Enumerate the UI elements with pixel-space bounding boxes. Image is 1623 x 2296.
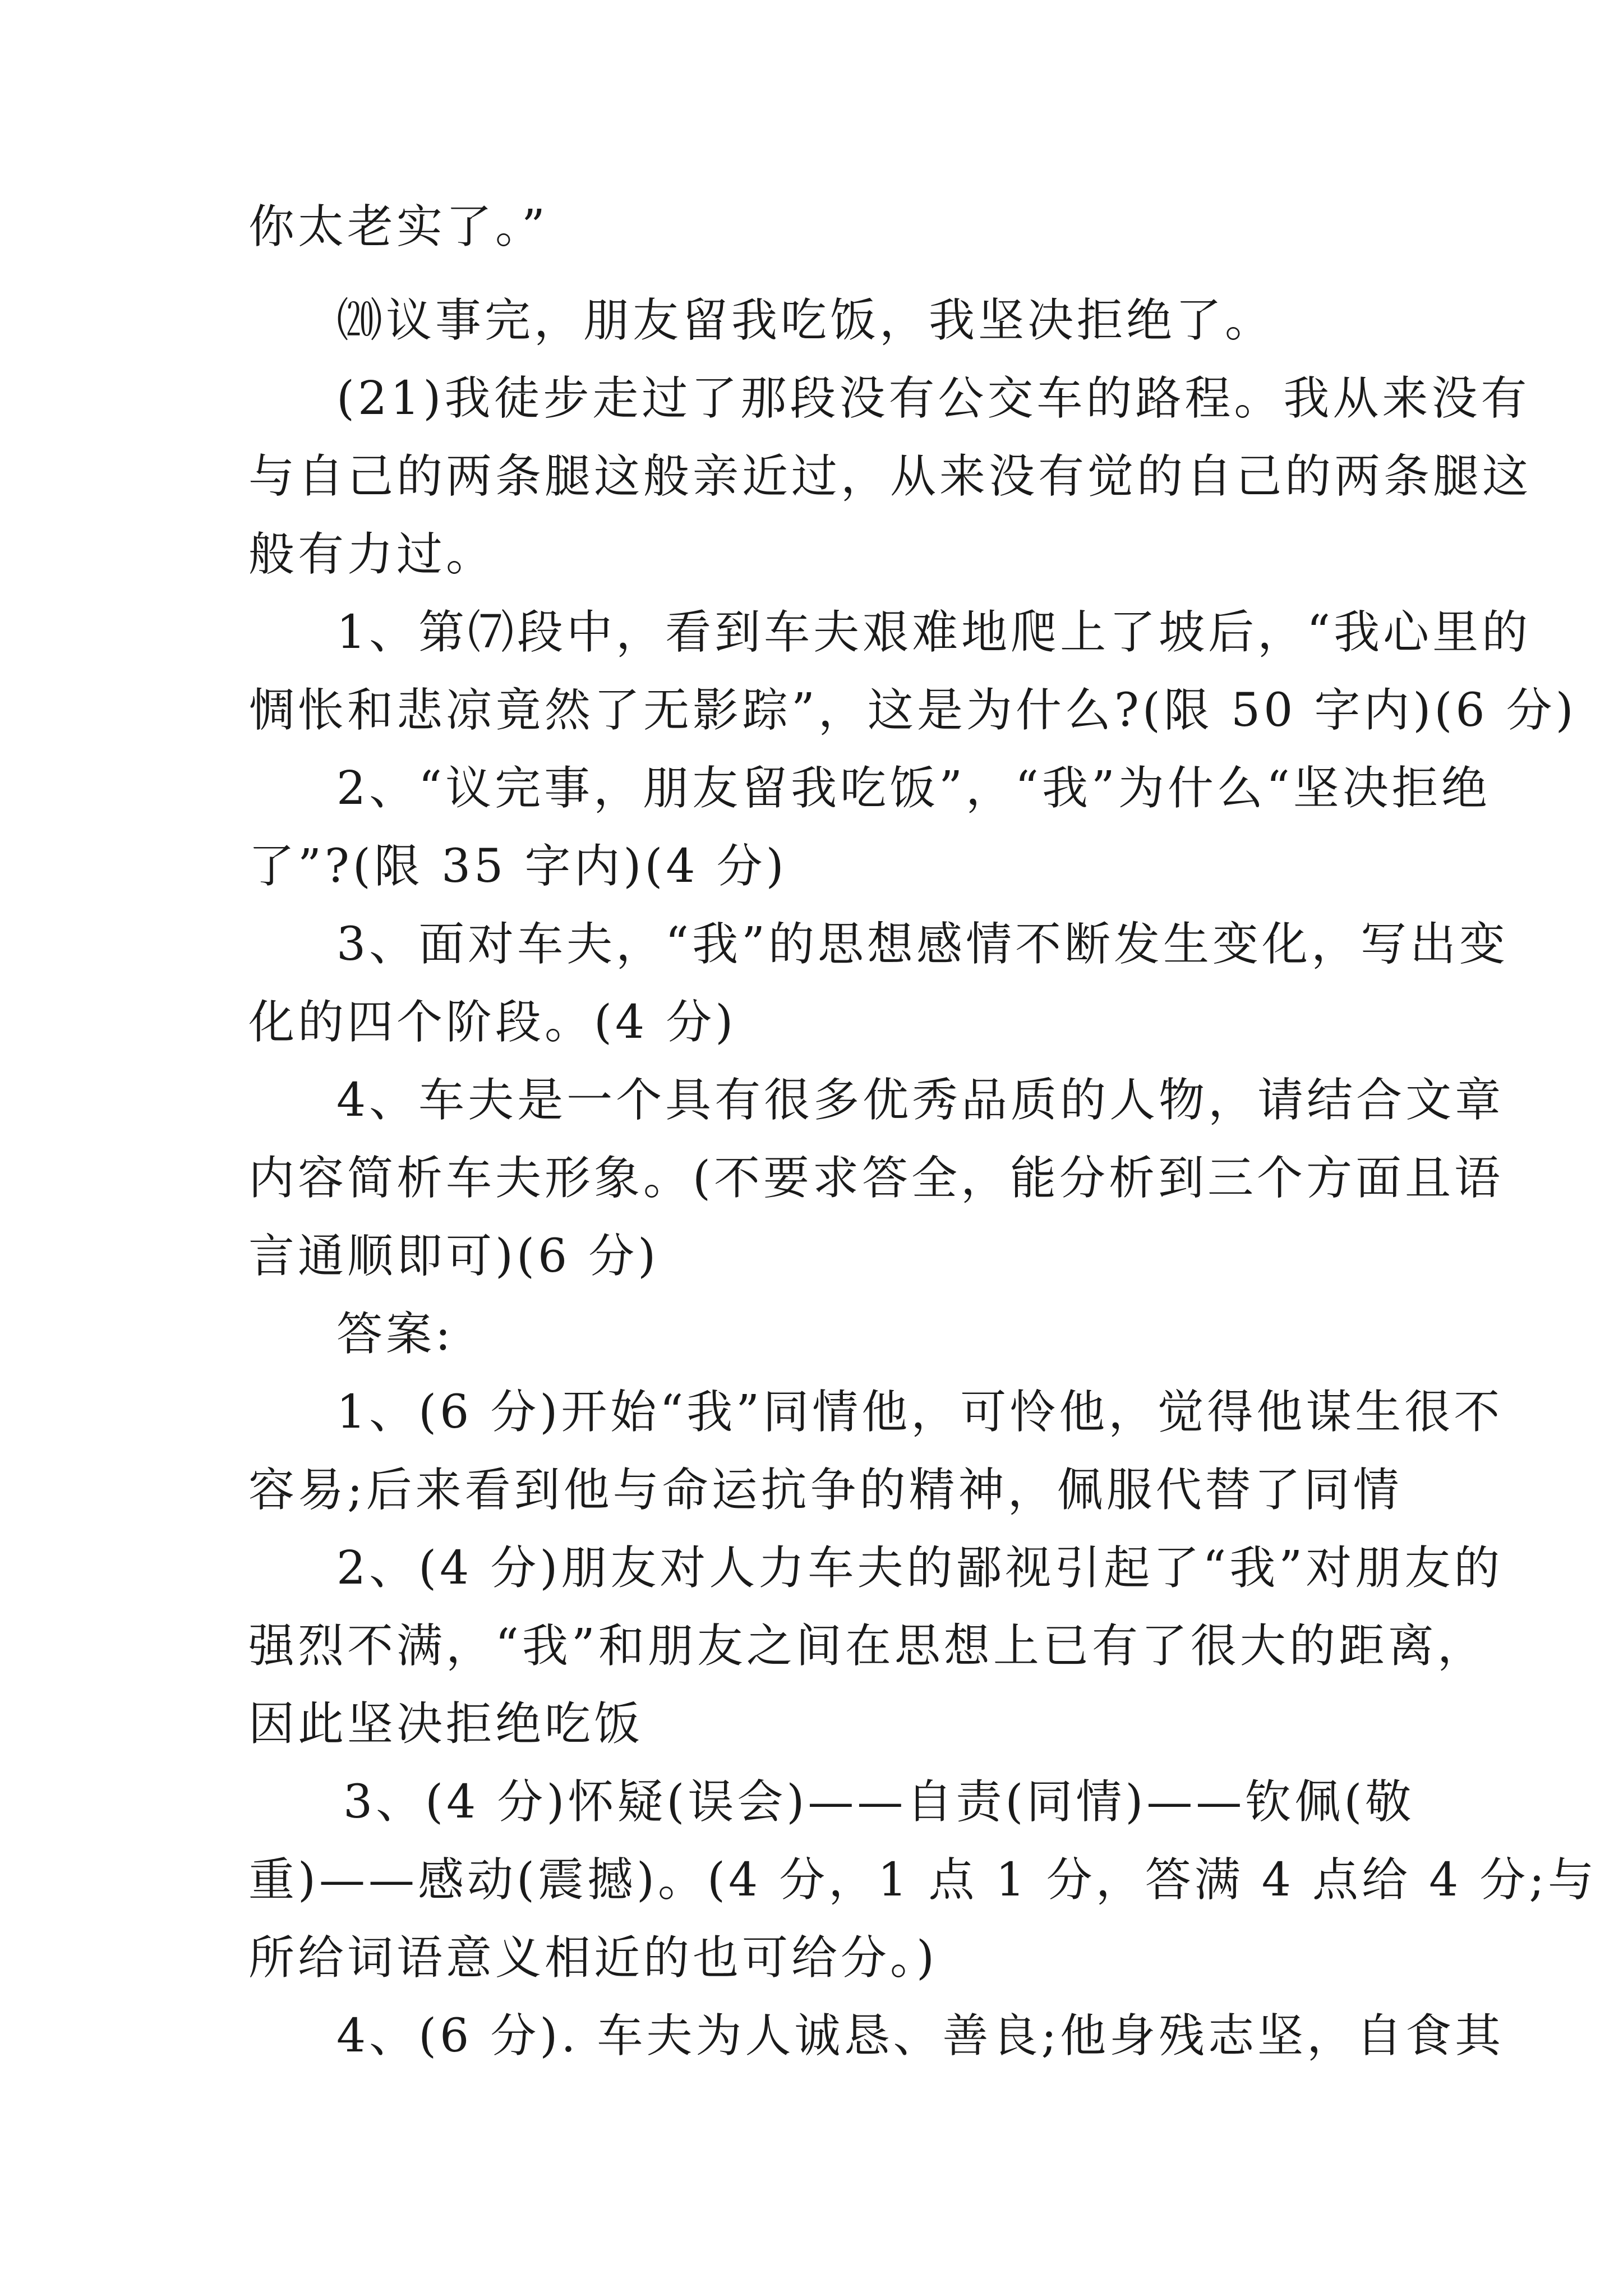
question-1-line-1: 1、第⑺段中，看到车夫艰难地爬上了坡后，“我心里的 — [336, 606, 1532, 659]
answer-2-line-2: 强烈不满，“我”和朋友之间在思想上已有了很大的距离， — [248, 1619, 1487, 1673]
passage-p21-line-1: (21)我徒步走过了那段没有公交车的路程。我从来没有 — [336, 372, 1530, 425]
question-4-line-2: 内容简析车夫形象。(不要求答全，能分析到三个方面且语 — [248, 1152, 1504, 1205]
answer-1-line-1: 1、(6 分)开始“我”同情他，可怜他，觉得他谋生很不 — [336, 1386, 1504, 1439]
answer-2-line-3: 因此坚决拒绝吃饭 — [248, 1697, 644, 1751]
question-3-line-1: 3、面对车夫，“我”的思想感情不断发生变化，写出变 — [336, 918, 1509, 971]
passage-p21-line-3: 般有力过。 — [248, 528, 496, 581]
answers-heading: 答案: — [336, 1308, 454, 1361]
answer-4-line-1: 4、(6 分). 车夫为人诚恳、善良;他身残志坚，自食其 — [336, 2009, 1505, 2063]
passage-p21-line-2: 与自己的两条腿这般亲近过，从来没有觉的自己的两条腿这 — [248, 450, 1532, 503]
question-1-line-2: 惆怅和悲凉竟然了无影踪”，这是为什么?(限 50 字内)(6 分) — [248, 684, 1577, 737]
answer-3-line-1: 3、(4 分)怀疑(误会)——自责(同情)——钦佩(敬 — [343, 1775, 1415, 1829]
answer-1-line-2: 容易;后来看到他与命运抗争的精神，佩服代替了同情 — [248, 1464, 1403, 1517]
answer-3-line-2: 重)——感动(震撼)。(4 分，1 点 1 分，答满 4 点给 4 分;与 — [248, 1853, 1597, 1907]
question-2-line-2: 了”?(限 35 字内)(4 分) — [248, 840, 787, 893]
question-2-line-1: 2、“议完事，朋友留我吃饭”，“我”为什么“坚决拒绝 — [336, 762, 1491, 815]
answer-2-line-1: 2、(4 分)朋友对人力车夫的鄙视引起了“我”对朋友的 — [336, 1542, 1504, 1595]
question-4-line-1: 4、车夫是一个具有很多优秀品质的人物，请结合文章 — [336, 1074, 1505, 1127]
passage-p19-end: 你太老实了。” — [248, 200, 548, 254]
passage-p20: ⒇议事完，朋友留我吃饭，我坚决拒绝了。 — [336, 294, 1275, 347]
question-4-line-3: 言通顺即可)(6 分) — [248, 1230, 660, 1283]
answer-3-line-3: 所给词语意义相近的也可给分。) — [248, 1931, 938, 1985]
question-3-line-2: 化的四个阶段。(4 分) — [248, 996, 737, 1049]
